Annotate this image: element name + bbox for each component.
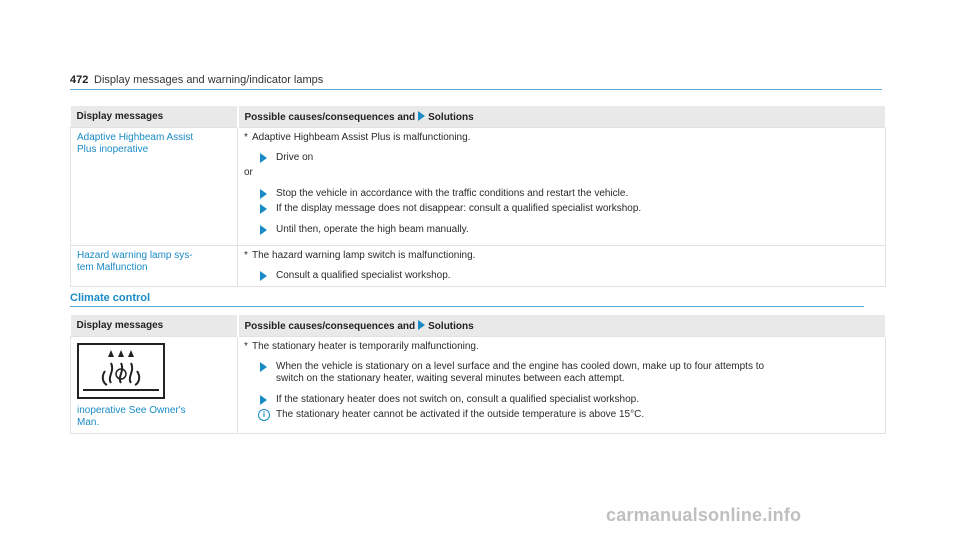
solution-step bbox=[244, 270, 879, 282]
table-header-row bbox=[71, 106, 886, 128]
section-title: Climate control bbox=[70, 292, 864, 307]
arrow-right-icon bbox=[418, 320, 425, 330]
solution-step bbox=[244, 361, 879, 373]
col-header-display-messages: Display messages bbox=[71, 106, 238, 128]
solution-step bbox=[244, 224, 879, 236]
step-label: If the display message does not disappear: consult a qualified specialist workshop. bbox=[276, 203, 642, 214]
step-label: When the vehicle is stationary on a level surface and the engine has cooled down, make up to four attempts to bbox=[276, 361, 765, 372]
cause-text bbox=[244, 250, 879, 262]
display-message-line: Plus inoperative bbox=[77, 144, 149, 155]
causes-cell bbox=[238, 337, 886, 434]
info-note bbox=[244, 409, 879, 421]
solution-step bbox=[244, 188, 879, 200]
arrow-right-icon bbox=[260, 271, 267, 281]
page-header-title: Display messages and warning/indicator lamps bbox=[94, 74, 324, 86]
asterisk: * bbox=[244, 341, 248, 352]
arrow-right-icon bbox=[260, 362, 267, 372]
col-header-causes-label: Possible causes/consequences and bbox=[244, 111, 416, 123]
causes-cell bbox=[238, 246, 886, 287]
or-label: or bbox=[244, 167, 253, 178]
table-row bbox=[71, 128, 886, 246]
cause-label: The hazard warning lamp switch is malfunctioning. bbox=[252, 250, 476, 261]
table-row bbox=[71, 337, 886, 434]
arrow-right-icon bbox=[260, 225, 267, 235]
step-label: If the stationary heater does not switch on, consult a qualified specialist workshop. bbox=[276, 394, 639, 405]
asterisk: * bbox=[244, 250, 248, 261]
arrow-right-icon bbox=[260, 395, 267, 405]
info-icon: i bbox=[258, 409, 270, 421]
col-header-causes-label: Possible causes/consequences and bbox=[244, 320, 416, 332]
col-header-solutions-label: Solutions bbox=[428, 320, 474, 332]
arrow-right-icon bbox=[418, 111, 425, 121]
solution-step bbox=[244, 203, 879, 215]
causes-cell bbox=[238, 128, 886, 246]
step-label: Consult a qualified specialist workshop. bbox=[276, 270, 451, 281]
col-header-solutions-label: Solutions bbox=[428, 111, 474, 123]
asterisk: * bbox=[244, 132, 248, 143]
cause-text bbox=[244, 341, 879, 353]
cause-label: The stationary heater is temporarily malfunctioning. bbox=[252, 341, 479, 352]
step-label: Until then, operate the high beam manually. bbox=[276, 224, 469, 235]
note-label: The stationary heater cannot be activated if the outside temperature is above 15°C. bbox=[276, 409, 645, 420]
display-message-cell bbox=[71, 246, 238, 287]
display-message-line: Hazard warning lamp sys- bbox=[77, 250, 193, 261]
display-message-line: Adaptive Highbeam Assist bbox=[77, 132, 194, 143]
table-row bbox=[71, 246, 886, 287]
display-message-cell bbox=[71, 128, 238, 246]
watermark: carmanualsonline.info bbox=[606, 505, 802, 525]
arrow-right-icon bbox=[260, 204, 267, 214]
page-number: 472 bbox=[70, 74, 89, 86]
stationary-heater-icon bbox=[77, 343, 165, 399]
display-messages-table-1 bbox=[70, 106, 887, 287]
display-message-cell bbox=[71, 337, 238, 434]
display-message-line: tem Malfunction bbox=[77, 262, 148, 273]
cause-text bbox=[244, 132, 879, 144]
col-header-causes bbox=[238, 106, 886, 128]
table-header-row bbox=[71, 315, 886, 337]
step-continuation: switch on the stationary heater, waiting several minutes between each attempt. bbox=[276, 373, 625, 384]
solution-step bbox=[244, 394, 879, 406]
step-label: Drive on bbox=[276, 152, 314, 163]
col-header-display-messages: Display messages bbox=[71, 315, 238, 337]
col-header-causes bbox=[238, 315, 886, 337]
solution-step bbox=[244, 152, 879, 164]
arrow-right-icon bbox=[260, 153, 267, 163]
display-message-line: Man. bbox=[77, 417, 100, 428]
display-messages-table-2 bbox=[70, 315, 887, 434]
page-header bbox=[70, 73, 882, 90]
arrow-right-icon bbox=[260, 189, 267, 199]
display-message-line: inoperative See Owner's bbox=[77, 405, 186, 416]
step-label: Stop the vehicle in accordance with the traffic conditions and restart the vehicle. bbox=[276, 188, 629, 199]
cause-label: Adaptive Highbeam Assist Plus is malfunctioning. bbox=[252, 132, 471, 143]
